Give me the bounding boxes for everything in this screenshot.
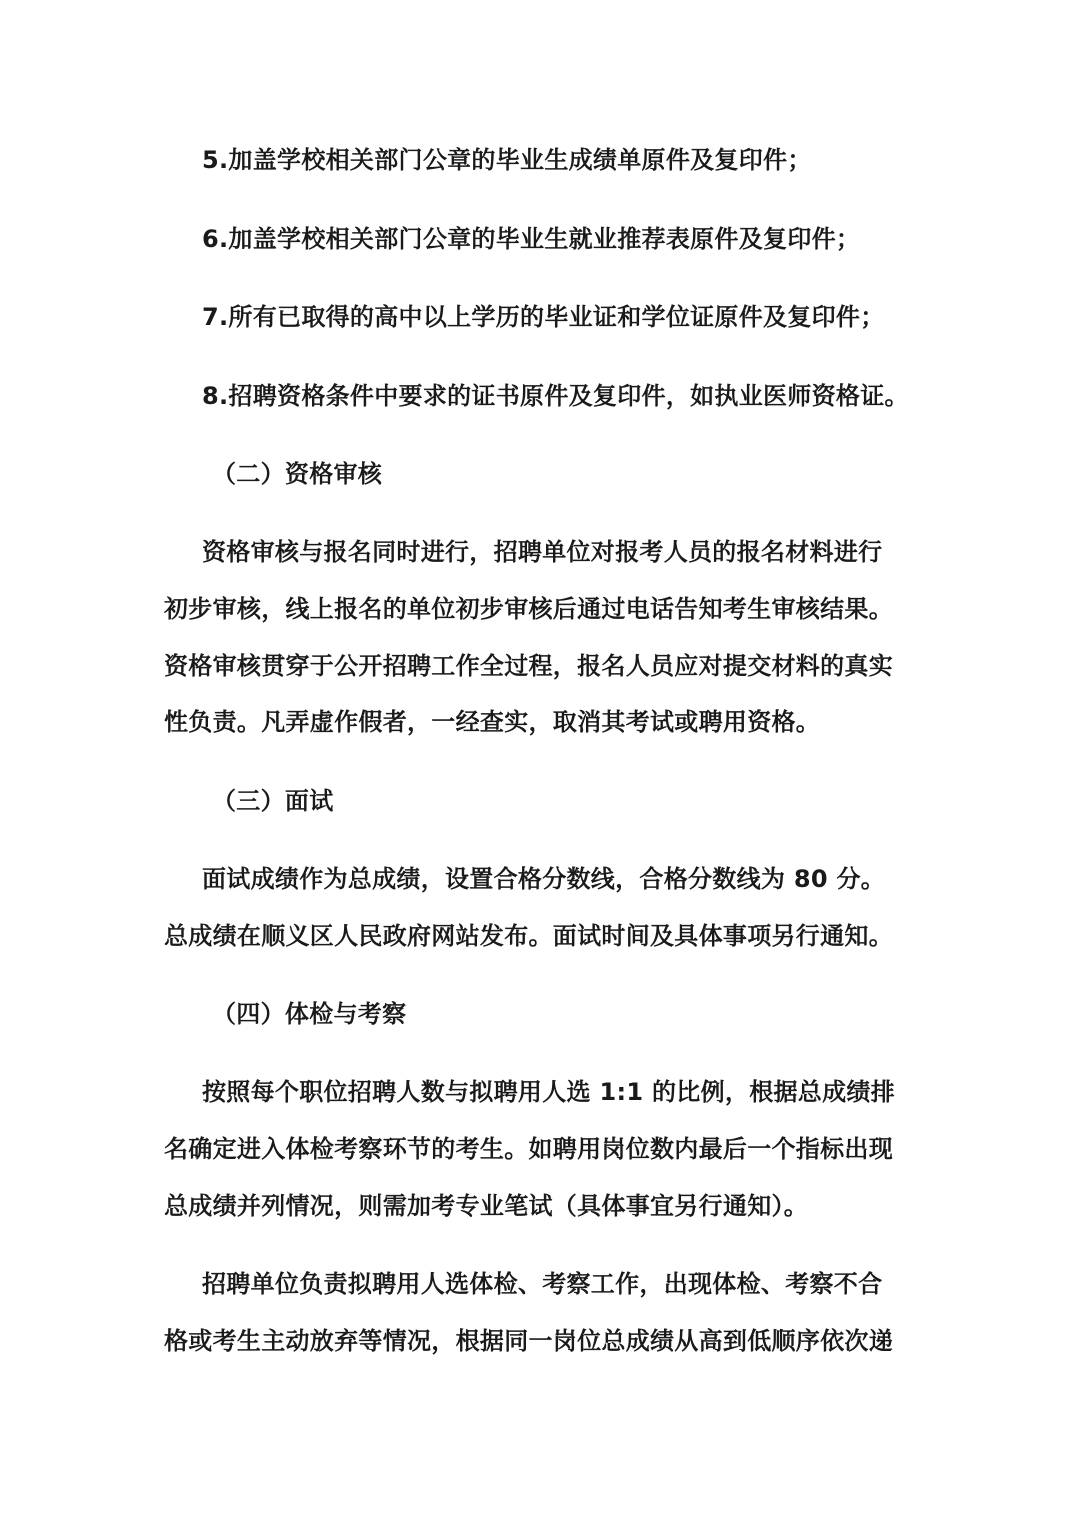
list-item-6: 6.加盖学校相关部门公章的毕业生就业推荐表原件及复印件； xyxy=(202,225,861,253)
paragraph-line: 招聘单位负责拟聘用人选体检、考察工作，出现体检、考察不合 xyxy=(202,1270,883,1298)
paragraph-line: 资格审核贯穿于公开招聘工作全过程，报名人员应对提交材料的真实 xyxy=(164,652,893,680)
paragraph-line: 资格审核与报名同时进行，招聘单位对报考人员的报名材料进行 xyxy=(202,538,883,566)
paragraph-line: 总成绩并列情况，则需加考专业笔试（具体事宜另行通知）。 xyxy=(164,1192,809,1220)
section-heading-qualification-review: （二）资格审核 xyxy=(212,460,383,488)
paragraph-line: 面试成绩作为总成绩，设置合格分数线，合格分数线为 80 分。 xyxy=(202,865,886,893)
list-item-8: 8.招聘资格条件中要求的证书原件及复印件，如执业医师资格证。 xyxy=(202,382,909,410)
paragraph-line: 总成绩在顺义区人民政府网站发布。面试时间及具体事项另行通知。 xyxy=(164,922,893,950)
paragraph-line: 初步审核，线上报名的单位初步审核后通过电话告知考生审核结果。 xyxy=(164,595,893,623)
paragraph-line: 性负责。凡弄虚作假者，一经查实，取消其考试或聘用资格。 xyxy=(164,708,821,736)
section-heading-medical-and-inspection: （四）体检与考察 xyxy=(212,1000,407,1028)
paragraph-line: 名确定进入体检考察环节的考生。如聘用岗位数内最后一个指标出现 xyxy=(164,1135,893,1163)
list-item-7: 7.所有已取得的高中以上学历的毕业证和学位证原件及复印件； xyxy=(202,303,885,331)
list-item-5: 5.加盖学校相关部门公章的毕业生成绩单原件及复印件； xyxy=(202,146,812,174)
section-heading-interview: （三）面试 xyxy=(212,787,334,815)
paragraph-line: 格或考生主动放弃等情况，根据同一岗位总成绩从高到低顺序依次递 xyxy=(164,1327,893,1355)
paragraph-line: 按照每个职位招聘人数与拟聘用人选 1:1 的比例，根据总成绩排 xyxy=(202,1078,896,1106)
